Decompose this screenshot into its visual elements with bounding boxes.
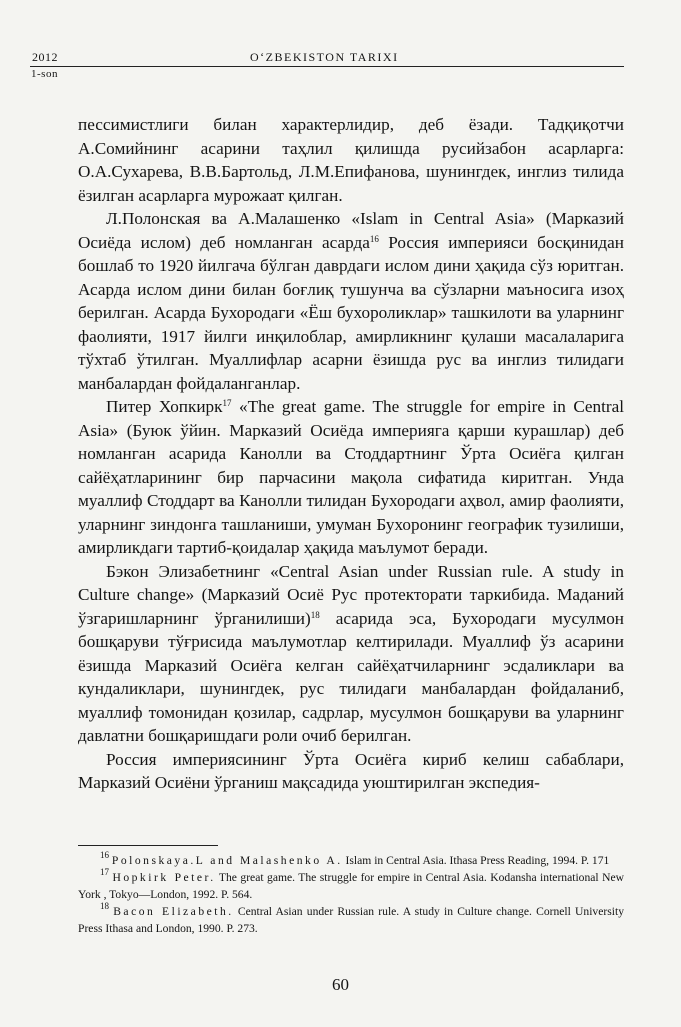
page-number: 60: [332, 975, 349, 994]
footnote-author: Polonskaya.L and Malashenko A.: [111, 854, 343, 867]
footnote-rule: [78, 845, 218, 846]
footnote-citation: Central Asian under Russian rule. A study in Culture change. Cornell University Press Ithasa and London, 1990. P. 273.: [78, 905, 624, 935]
footnote-18: [78, 903, 624, 937]
footnote-number: 17: [100, 867, 109, 877]
paragraph-1: пессимистлиги билан характерлидир, деб ёзади. Тадқиқотчи А.Сомийнинг асарини таҳлил қилишда русийзабон асарларга: О.А.Сухарева, В.В.Бартольд, Л.М.Епифанова, шунингдек, инглиз тилида ёзилган асарларга мурожаат қилган.: [78, 115, 624, 205]
paragraph-5: Россия империясининг Ўрта Осиёга кириб келиш сабаблари, Марказий Осиёни ўрганиш мақсадида уюштирилган экспедия-: [78, 749, 624, 792]
paragraph-4-text-a: Бэкон Элизабетнинг «Central Asian under Russian rule. A study in Culture change» (Марказий Осиё Рус протекторати таркибида. Маданий ўзгаришларнинг ўрганилиши): [78, 561, 624, 628]
header-journal-title: O‘ZBEKISTON TARIXI: [250, 50, 399, 64]
footnote-number: 16: [100, 850, 109, 860]
header-issue: 1-son: [31, 68, 58, 80]
footnote-17: [78, 869, 624, 903]
paragraph-3-text-b: «The great game. The struggle for empire in Central Asia» (Буюк ўйин. Марказий Осиёда империяга қарши курашлар) деб номланган асарида Канолли ва Стоддартнинг Ўрта Осиёга қилган сайёҳатларининг бир парчасини мақола сифатида киритган. Унда муаллиф Стоддарт ва Канолли тилидан Бухородаги аҳвол, амир фаолияти, уларнинг зиндонга ташланиши, умуман Бухоронинг географик тузилиши, амирликдаги тартиб-қоидалар ҳақида маълумот беради.: [78, 397, 624, 557]
footnote-16: [78, 852, 624, 869]
footnote-ref-16: 16: [369, 233, 379, 244]
footnote-ref-17: 17: [222, 398, 232, 408]
paragraph-4-text-b: асарида эса, Бухородаги мусулмон бошқаруви тўғрисида маълумотлар келтирилади. Муаллиф ўз асарини ёзишда Марказий Осиёга келган сайёҳатчиларнинг эсдаликлари ва кундаликлари, шунингдек, рус тилидаги манбалардан фойдаланиб, муаллиф томонидан қозилар, садрлар, мусулмон бошқаруви ва уларнинг давлатни бошқаришдаги роли очиб берилган.: [78, 608, 624, 745]
footnote-author: Bacon Elizabeth.: [113, 905, 234, 918]
paragraph-2: [78, 207, 624, 395]
footnote-citation: The great game. The struggle for empire in Central Asia. Kodansha international New York , Tokyo—London, 1992. P. 564.: [78, 871, 624, 901]
footnote-number: 18: [100, 901, 109, 911]
paragraph-2-text-b: Россия империяси босқинидан бошлаб то 1920 йилгача бўлган даврдаги ислом дини ҳақида сўз юритган. Асарда ислом дини билан боғлиқ тушунча ва сўзларни маъносига изоҳ берилган. Асарда Бухородаги «Ёш бухороликлар» ташкилоти ва уларнинг фаолияти, 1917 йилги инқилоблар, амирликнинг қулаши масалаларига тўхтаб ўтилган. Муаллифлар асарни ёзишда рус ва инглиз тилидаги манбалардан фойдаланганлар.: [78, 232, 624, 393]
footnote-ref-18: 18: [310, 609, 320, 620]
paragraph-4: [78, 560, 624, 748]
header-year: 2012: [32, 50, 58, 64]
paragraph-3-text-a: Питер Хопкирк: [106, 397, 223, 416]
body-text: [78, 113, 624, 795]
footnote-author: Hopkirk Peter.: [112, 871, 216, 884]
footnotes: [78, 852, 624, 937]
paragraph-2-text-a: Л.Полонская ва А.Малашенко «Islam in Central Asia» (Марказий Осиёда ислом) деб номланган асарда: [78, 209, 624, 252]
footnote-citation: Islam in Central Asia. Ithasa Press Reading, 1994. P. 171: [342, 854, 610, 867]
paragraph-3: [78, 395, 624, 560]
header-rule: [30, 66, 624, 67]
